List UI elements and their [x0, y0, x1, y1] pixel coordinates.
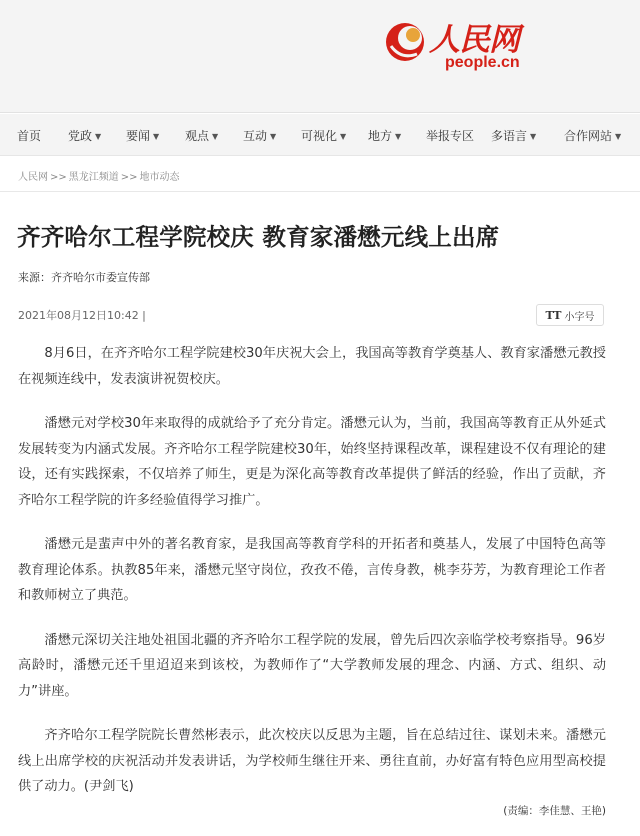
font-size-button[interactable] [536, 304, 604, 326]
article-title: 齐齐哈尔工程学院校庆 教育家潘懋元线上出席 [17, 223, 500, 251]
font-size-label: 小字号 [564, 311, 595, 323]
nav-item-local[interactable]: 地方 ▼ [368, 129, 402, 143]
article-paragraph: 潘懋元深切关注地处祖国北疆的齐齐哈尔工程学院的发展，曾先后四次亲临学校考察指导。96岁高龄时，潘懋元还千里迢迢来到该校，为教师作了“大学教师发展的理念、内涵、方式、组织、动力”讲座。 [18, 632, 606, 699]
breadcrumb-channel-link[interactable]: 黑龙江频道 [68, 172, 119, 183]
chevron-down-icon: ▼ [270, 132, 277, 141]
nav-item-party[interactable]: 党政 ▼ [68, 129, 102, 143]
logo-text-cn: 人民网 [429, 22, 519, 58]
nav-item-home[interactable]: 首页 [17, 129, 42, 143]
article-paragraph: 齐齐哈尔工程学院院长曹然彬表示，此次校庆以反思为主题，旨在总结过往、谋划未来。潘懋元线上出席学校的庆祝活动并发表讲话，为学校师生继往开来、勇往直前，办好富有特色应用型高校提供了动力。(尹剑飞) [18, 728, 606, 794]
chevron-down-icon: ▼ [530, 132, 537, 141]
article-body [18, 341, 606, 819]
nav-item-visual[interactable]: 可视化 ▼ [301, 129, 347, 143]
nav-item-report[interactable]: 举报专区 [426, 129, 475, 143]
nav-item-languages[interactable]: 多语言 ▼ [491, 129, 537, 143]
main-nav [0, 114, 640, 156]
site-header [0, 0, 640, 113]
people-logo-icon [383, 16, 431, 64]
nav-item-news[interactable]: 要闻 ▼ [126, 129, 160, 143]
article-date: 2021年08月12日10:42 | [18, 309, 146, 322]
article-paragraph: 潘懋元对学校30年来取得的成就给予了充分肯定。潘懋元认为，当前，我国高等教育正从外延式发展转变为内涵式发展。齐齐哈尔工程学院建校30年，始终坚持课程改革，课程建设不仅有理论的建设，还有实践探索，不仅培养了师生，更是为深化高等教育改革提供了鲜活的经验，作出了贡献，齐齐哈尔工程学院的许多经验值得学习推广。 [18, 416, 606, 508]
breadcrumb-separator: >> [50, 172, 67, 183]
chevron-down-icon: ▼ [395, 132, 402, 141]
text-size-icon: TT [545, 308, 562, 322]
logo-text-en: people.cn [445, 54, 520, 71]
nav-item-interact[interactable]: 互动 ▼ [243, 129, 277, 143]
article-editor: (责编：李佳慧、王艳) [503, 805, 606, 817]
article-source: 来源：齐齐哈尔市委宣传部 [18, 271, 150, 284]
article-paragraph: 8月6日，在齐齐哈尔工程学院建校30年庆祝大会上，我国高等教育学奠基人、教育家潘懋元教授在视频连线中，发表演讲祝贺校庆。 [18, 346, 606, 387]
article-paragraph: 潘懋元是蜚声中外的著名教育家，是我国高等教育学科的开拓者和奠基人，发展了中国特色高等教育理论体系。执教85年来，潘懋元坚守岗位，孜孜不倦，言传身教，桃李芬芳，为教育理论工作者和教师树立了典范。 [18, 537, 606, 603]
breadcrumb-home-link[interactable]: 人民网 [18, 172, 48, 183]
chevron-down-icon: ▼ [153, 132, 160, 141]
nav-item-partners[interactable]: 合作网站 ▼ [564, 129, 622, 143]
breadcrumb-separator: >> [120, 172, 138, 183]
chevron-down-icon: ▼ [615, 132, 622, 141]
breadcrumb [18, 168, 180, 183]
breadcrumb-section-link[interactable]: 地市动态 [139, 172, 180, 183]
site-logo[interactable] [383, 14, 543, 84]
chevron-down-icon: ▼ [95, 132, 102, 141]
nav-item-opinion[interactable]: 观点 ▼ [185, 129, 219, 143]
chevron-down-icon: ▼ [340, 132, 347, 141]
divider [0, 191, 640, 192]
chevron-down-icon: ▼ [212, 132, 219, 141]
